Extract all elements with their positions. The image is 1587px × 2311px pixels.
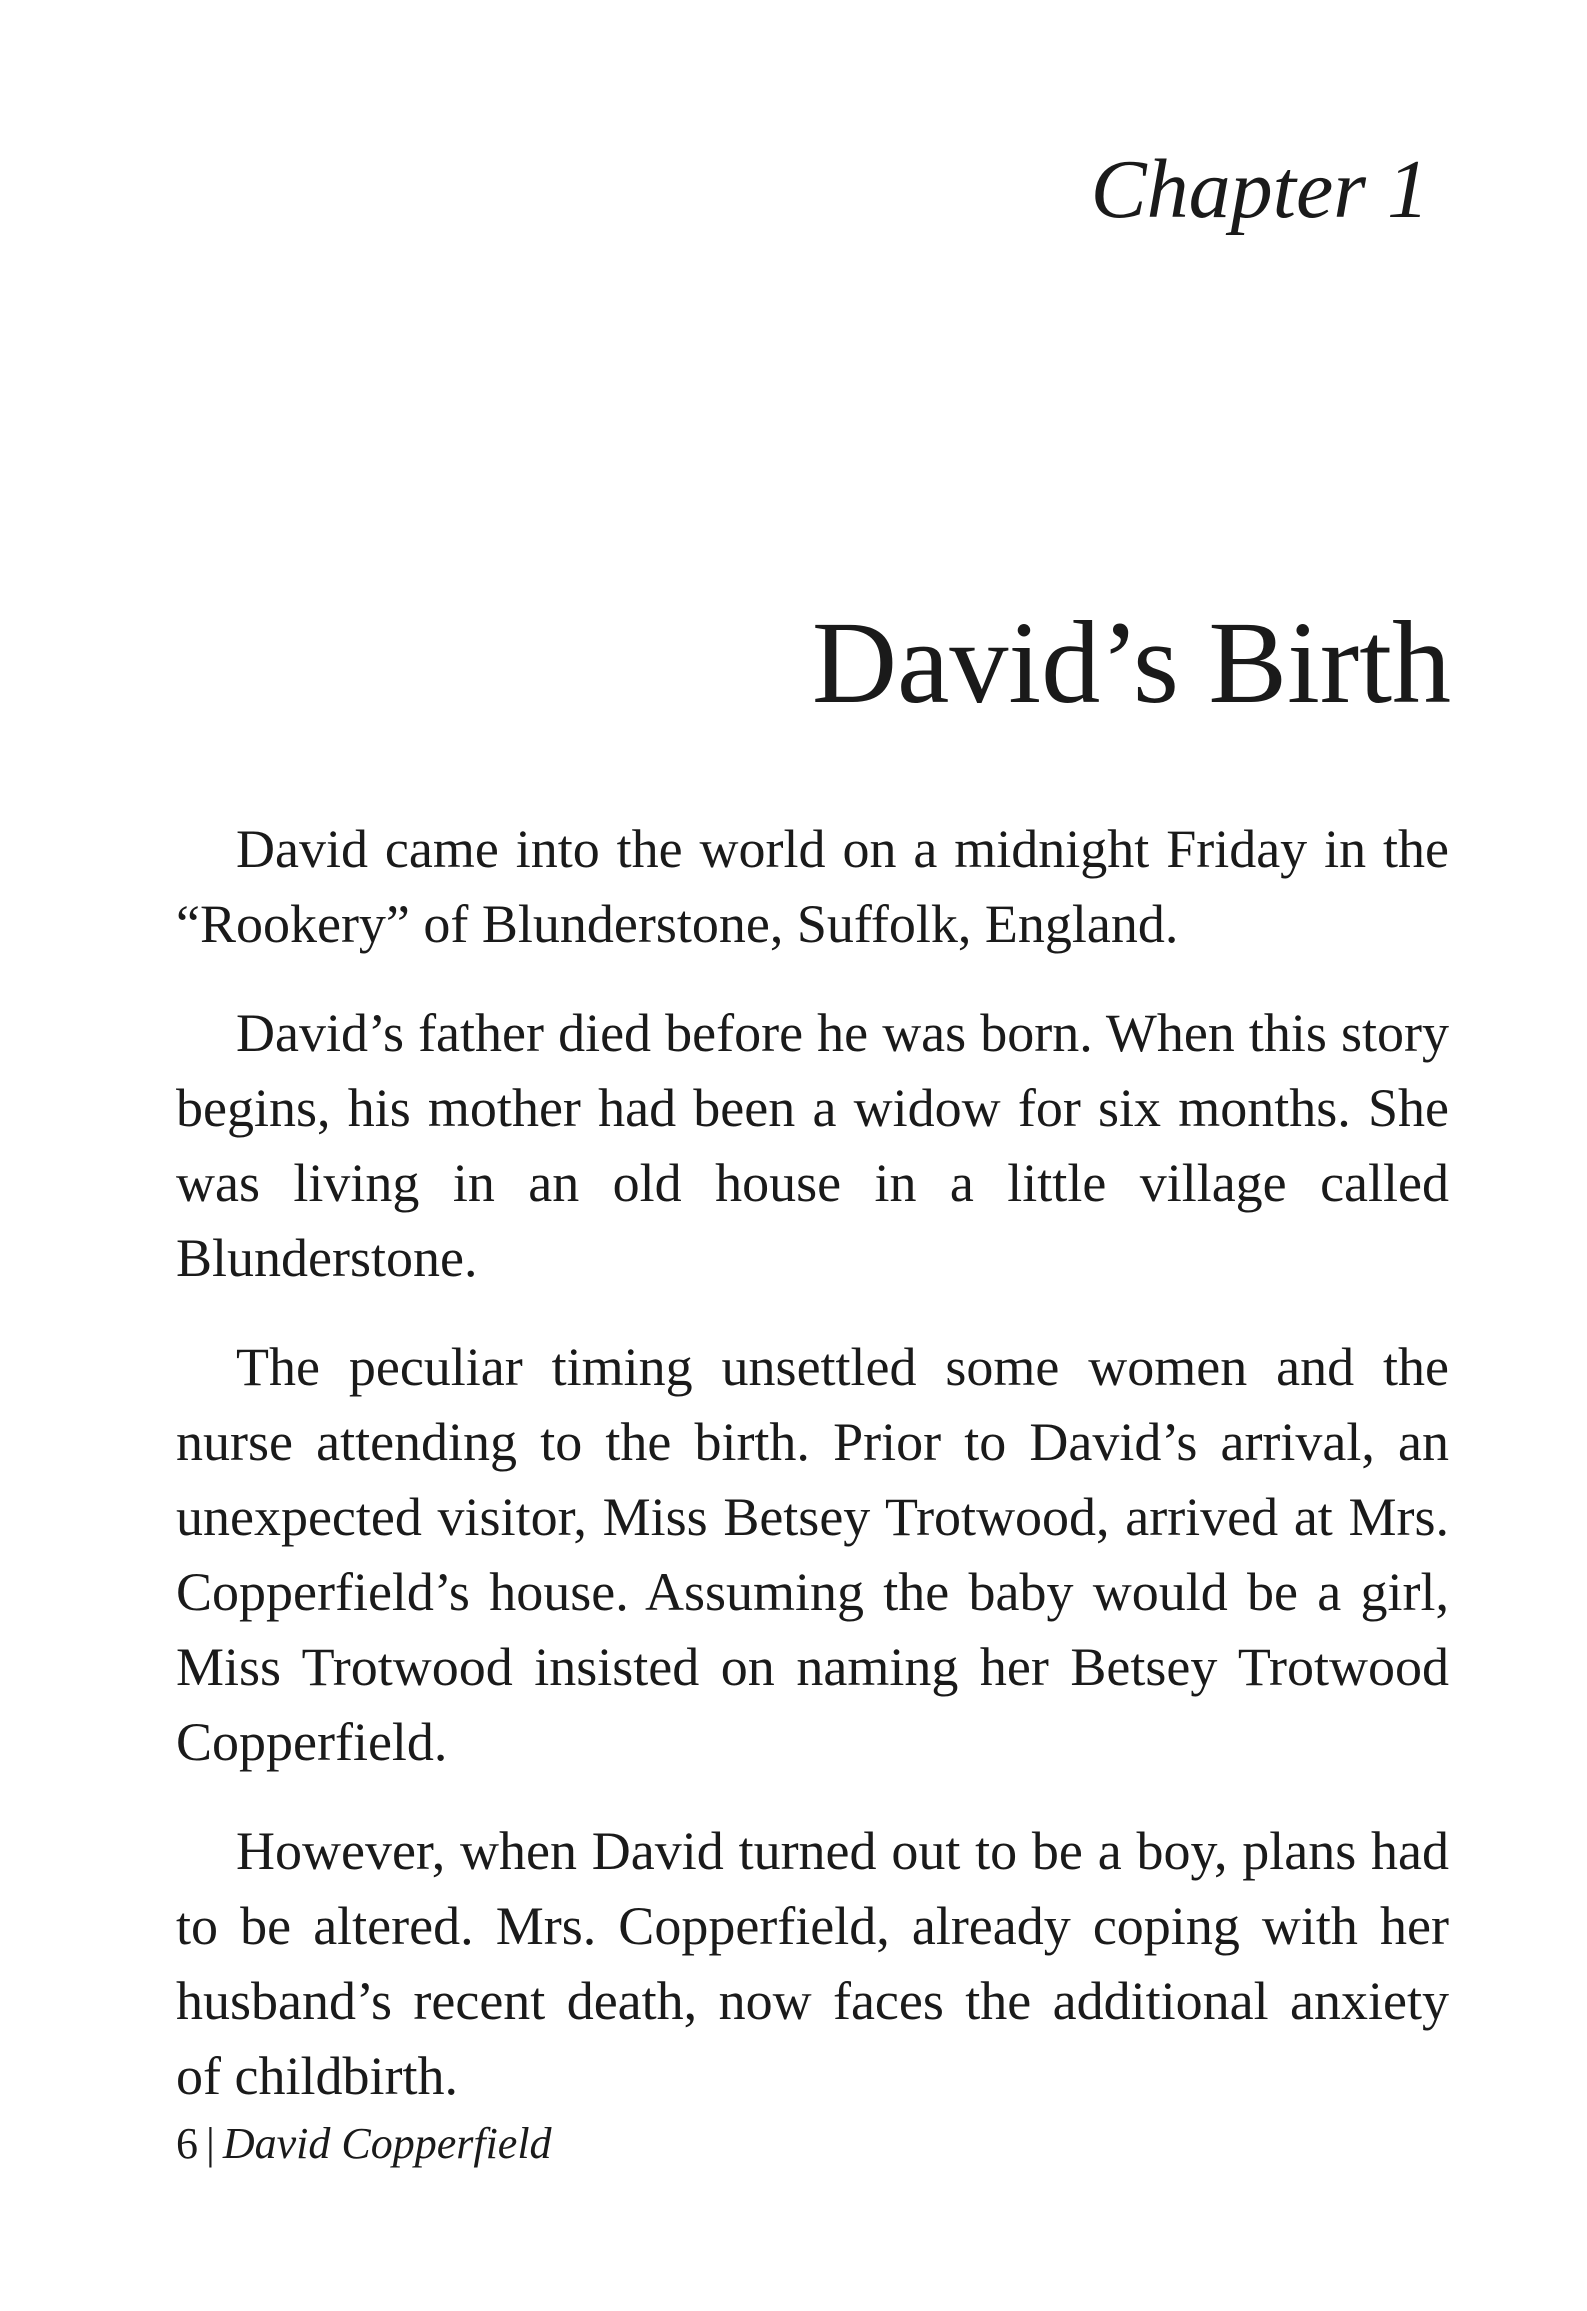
- paragraph: David came into the world on a midnight Friday in the “Rookery” of Blunderstone, Suffolk, England.: [176, 819, 1449, 954]
- body-text: [176, 812, 1449, 2148]
- chapter-label: Chapter 1: [1090, 143, 1429, 236]
- paragraph: David’s father died before he was born. When this story begins, his mother had been a widow for six months. She was living in an old house in a little village called Blunderstone.: [176, 1003, 1449, 1288]
- chapter-title: David’s Birth: [811, 597, 1451, 728]
- paragraph: However, when David turned out to be a boy, plans had to be altered. Mrs. Copperfield, already coping with her husband’s recent death, now faces the additional anxiety of childbirth.: [176, 1821, 1449, 2106]
- paragraph: The peculiar timing unsettled some women and the nurse attending to the birth. Prior to David’s arrival, an unexpected visitor, Miss Betsey Trotwood, arrived at Mrs. Copperfield’s house. Assuming the baby would be a girl, Miss Trotwood insisted on naming her Betsey Trotwood Copperfield.: [176, 1337, 1449, 1772]
- running-title: David Copperfield: [222, 2119, 552, 2168]
- page-footer: [176, 2119, 552, 2168]
- page-number: 6: [176, 2119, 198, 2168]
- footer-separator: |: [206, 2119, 215, 2168]
